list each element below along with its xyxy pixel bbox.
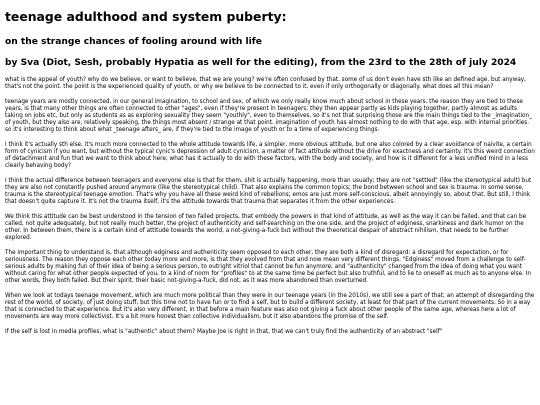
paragraph: The important thing to understand is, that although edginess and authenticity seem opposed to each other, they are both a kind of disregard: a disregard for expectation, or for seriousness. The reason they oppose each other today more and more, is that they evolved from that and now mean very different things. "Edginess" moved from a challenge to self-serious adults by making fun of their idea of being a serious person, to outright vitriol that cannot be fun anymore; and "authenticity" changed from the idea of doing what you want without caring for what other people expected of you, to a kind of norm for "profiles" to at the same time be perfect but also truthful, and to lie to oneself as much as to anyone else. In other words, they both failed. But their spirit, their basic not-giving-a-fuck, did not, as it was more abandoned than overturned. [5, 249, 531, 285]
paragraph: I think the actual difference between teenagers and everyone else is that for them, shit is actually happening, more than usually; they are not "settled" (like the stereotypical adult) but they are also not constantly pushed around anymore (like the stereotypical child). That also explains the common topics; the bond between school and sex is trauma. In some sense, trauma is the stereotypical teenage emotion. That's why you have all these weird kind of rebellions; emos are just more self-conscious, albeit annoyingly so, about that. But still, I think that doesn't quite capture it. It's not the trauma itself, it's the attitude towards that trauma that separates it from the other experiences. [5, 177, 532, 206]
document-byline: by Sva (Diot, Sesh, probably Hypatia as well for the editing), from the 23rd to the 28th of july 2024 [5, 58, 517, 68]
document-subtitle: on the strange chances of fooling around with life [5, 37, 262, 47]
paragraph: We think this attitude can be best understood in the tension of two failed projects, that embody the powers in that kind of attitude, as well as the way it can be failed, and that can be called, not quite adequately, but not really much better, the project of authenticity and self-searching on the one side, and the project of edginess, snarkiness and dark humor on the other. In between them, there is a certain kind of attitude towards the world, a not-giving-a-fuck but without the theoretical despair of abstract nihilism, that needs to be further explored. [5, 213, 527, 242]
paragraph: what is the appeal of youth? why do we believe, or want to believe, that we are young? we're often confused by that. some of us don't even have sth like an defined age. but anyway, that's not the point. the point is the experienced quality of youth, or why we believe to be connected to it, even if only orthogonally or diagonally. what does all this mean? [5, 77, 526, 91]
paragraph: When we look at todays teenage movement, which are much more political than they were in our teenage years (in the 2010s), we still see a part of that; an attempt of disregarding the rest of the world, of society, of just doing stuff, but this time not to have fun or to find a self, but to build a different society, at least for that part of the current movements. So in a way that is connected to that experience. But it's also very different, in that before a main feature was also not giving a fuck about other people of the same age, whereas here a lot of movements are way more collectivist. It's a bit more honest than collective individualism, but it also abandons the promise of the self. [5, 292, 535, 321]
paragraph: If the self is lost in media profiles, what is "authentic" about them? Maybe Joe is right in that, that we can't truly find the authenticity of an abstract "self" [5, 328, 443, 335]
paragraph: teenage years are mostly connected, in our general imagination, to school and sex, of which we only really know much about school in these years. the reason they are tied to these years, is that many other things are often connected to other "ages", even if they're present in teenagers; they then appear partly as kids playing together, partly almost as adults taking on jobs etc, but only as students as as exploring sexuality they seem "youthly", even to themselves. so it's not that surprising those are the main things tied to the _imagination_ of youth, but they also are, relatively speaking, the things most absent / strange at that point. imagination of youth has almost nothing to do with that age, esp. with internal priorities. so it's interesting to think about what _teenage afters_ are, if they're tied to the image of youth or to a time of experiencing things. [5, 98, 532, 134]
paragraph: I think it's actually sth else, it's much more connected to the whole attitude towards life, a simpler, more obvious attitude, but one also colored by a clear avoidance of naivite, a certain form of cynicism if you want, but without the typical cynic's depression of adult cynicism, a matter of fact attitude without the drive for exactness and certainty. it's this weird connection of detachment and fun that we want to think about here; what has it actually to do with these factors, with the body and society, and how is it different for a less unified mind in a less clearly behaving body? [5, 141, 535, 170]
document-title: teenage adulthood and system puberty: [5, 9, 287, 24]
